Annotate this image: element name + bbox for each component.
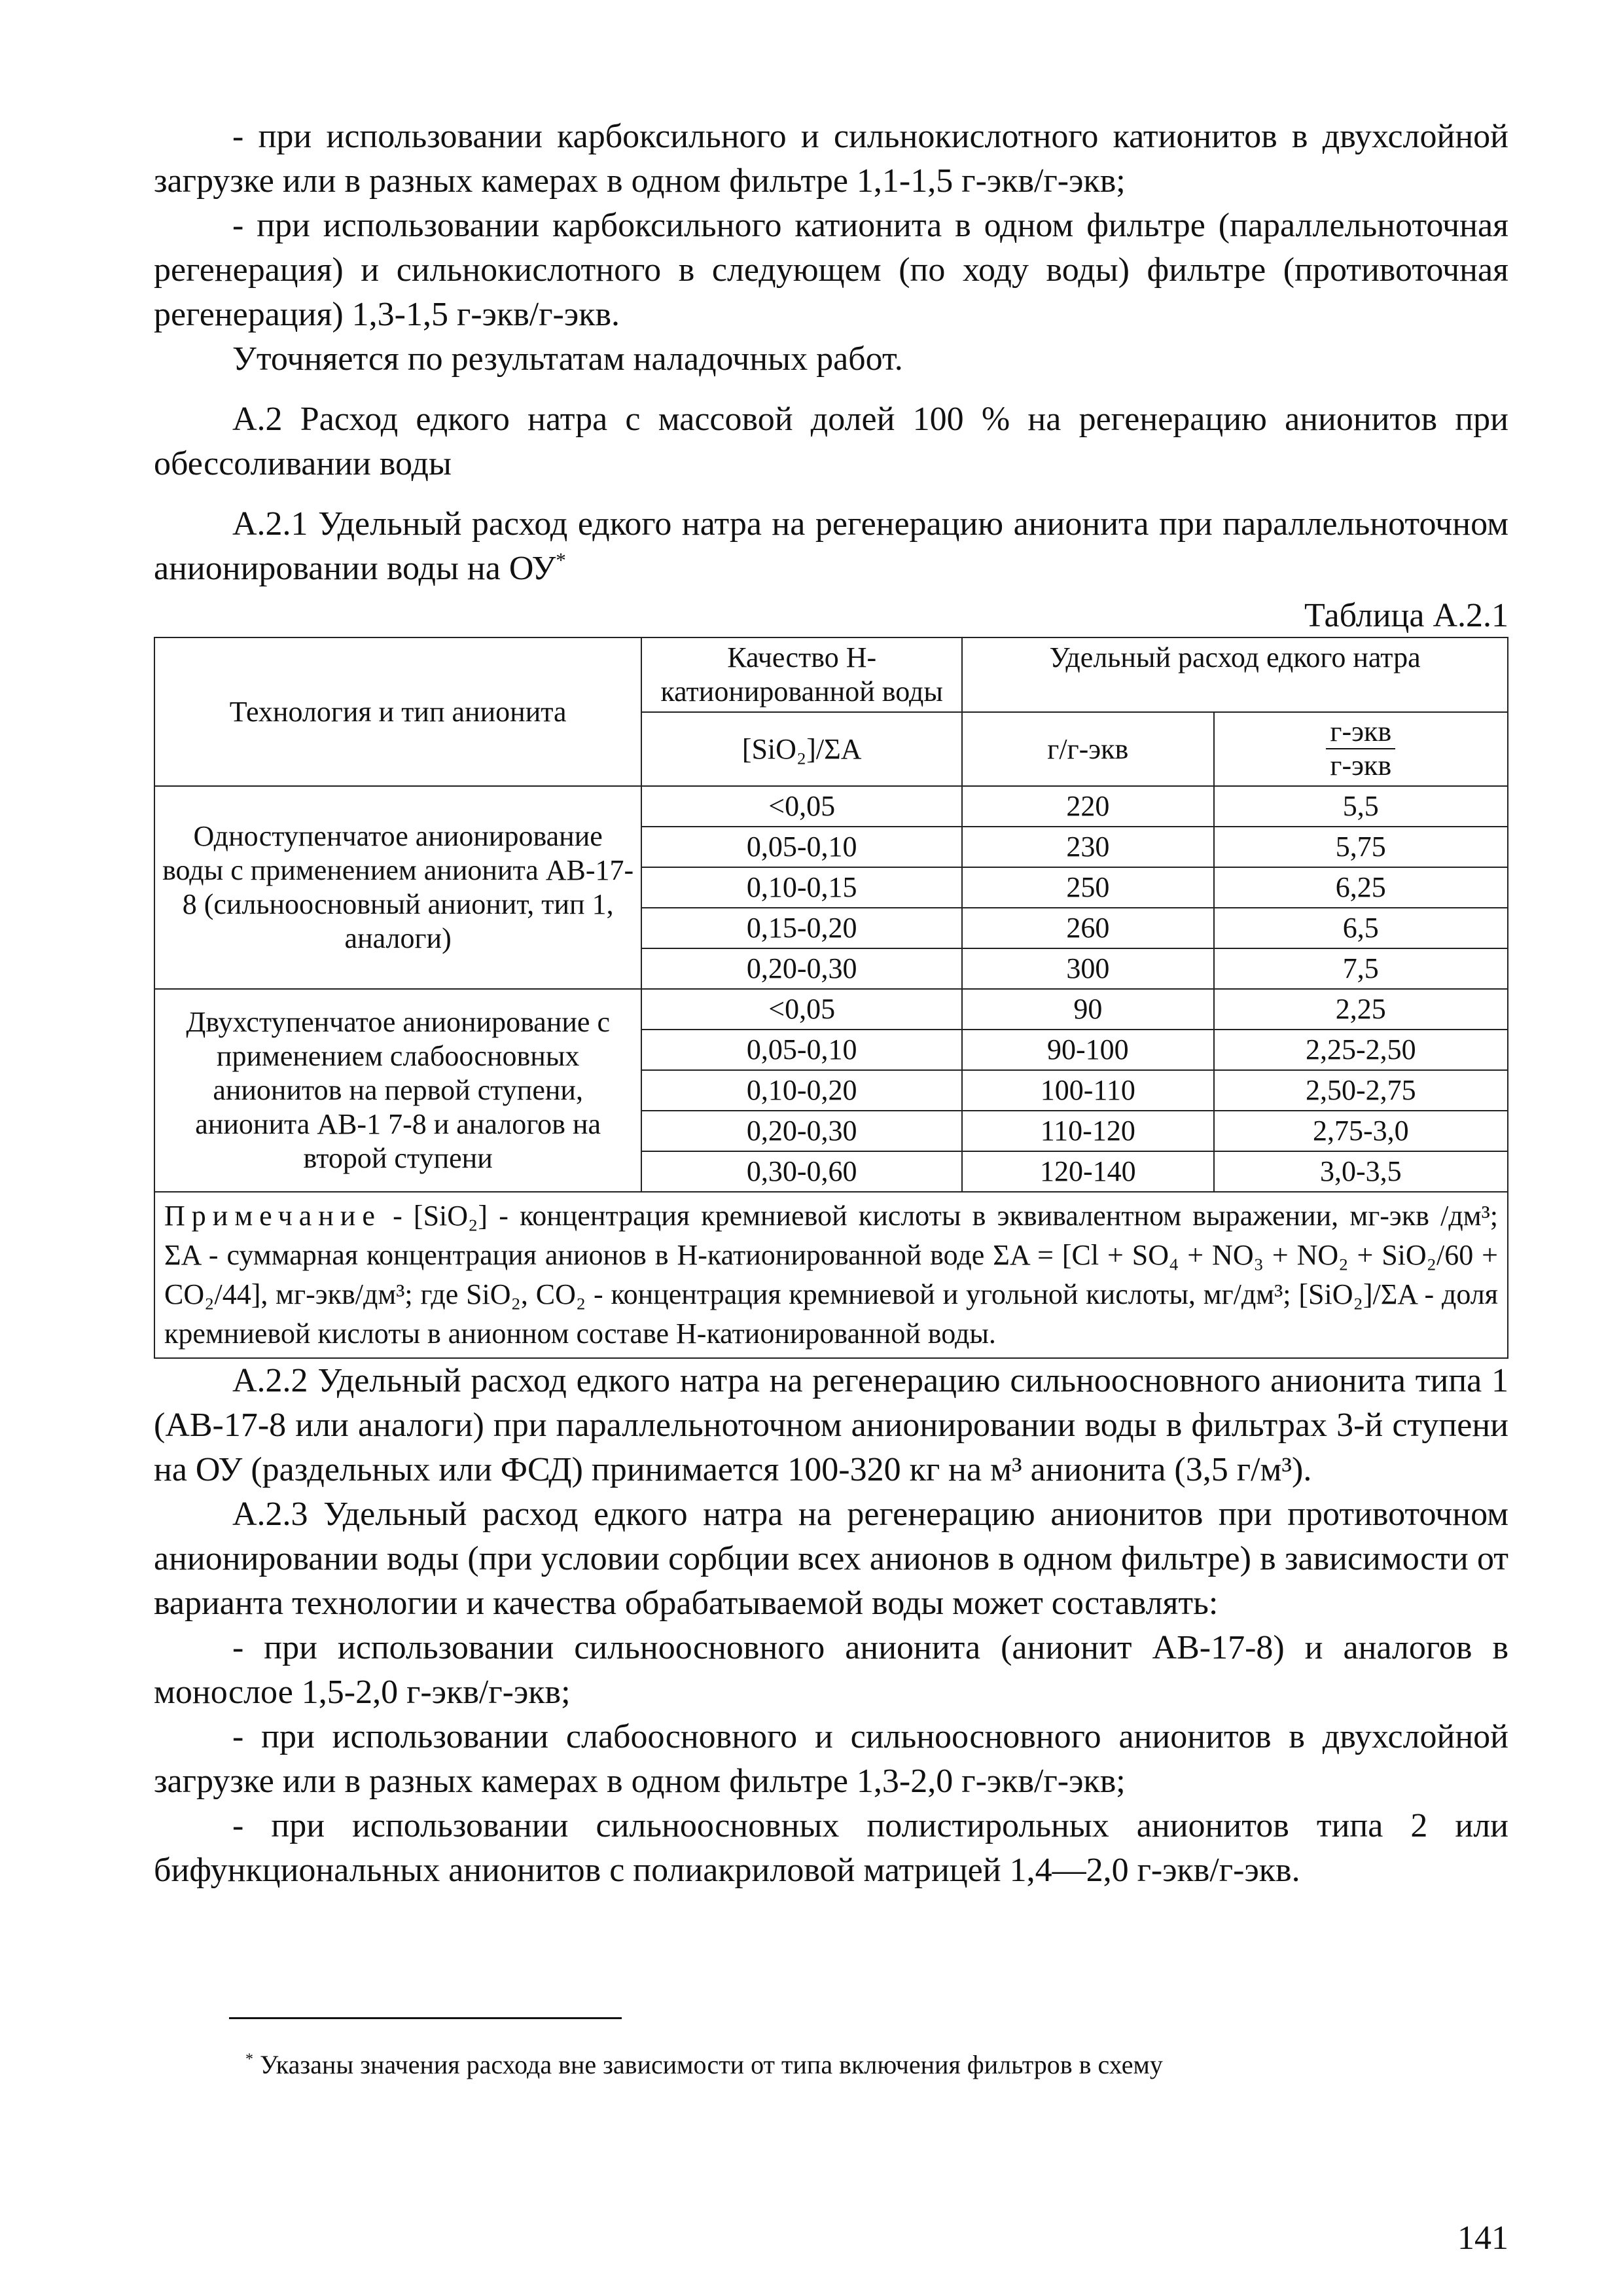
technology-cell: Двухступенчатое анионирование с применением слабоосновных анионитов на первой ступени, анионита АВ-1 7-8 и аналогов на второй ступени <box>154 989 641 1192</box>
table-header-row <box>154 637 1508 712</box>
document-page <box>154 115 1508 1893</box>
paragraph: - при использовании сильноосновных полистирольных анионитов типа 2 или бифункциональных анионитов с полиакриловой матрицей 1,4—2,0 г-экв/г-экв. <box>154 1807 1508 1889</box>
ratio-cell: 0,05-0,10 <box>641 827 962 867</box>
table-note <box>154 1192 1508 1358</box>
consumption-g-cell: 220 <box>962 786 1214 827</box>
table-caption: Таблица А.2.1 <box>1304 597 1508 634</box>
consumption-eq-cell: 6,5 <box>1214 908 1508 948</box>
footnote-marker: * <box>245 2051 253 2068</box>
paragraph: - при использовании слабоосновного и сильноосновного анионитов в двухслойной загрузке или в разных камерах в одном фильтре 1,3-2,0 г-экв/г-экв; <box>154 1718 1508 1800</box>
section-heading-a2-1 <box>154 502 1508 591</box>
consumption-eq-cell: 5,5 <box>1214 786 1508 827</box>
consumption-g-cell: 100-110 <box>962 1070 1214 1111</box>
paragraph: - при использовании карбоксильного катионита в одном фильтре (параллельноточная регенерация) и сильнокислотного в следующем (по ходу воды) фильтре (противоточная регенерация) 1,3-1,5 г-экв/г-экв. <box>154 207 1508 333</box>
header-technology: Технология и тип анионита <box>154 637 641 786</box>
footnote-text: Указаны значения расхода вне зависимости от типа включения фильтров в схему <box>260 2050 1163 2079</box>
footnote-marker: * <box>556 548 566 572</box>
fraction-numerator: г-экв <box>1326 715 1395 749</box>
ratio-cell: <0,05 <box>641 989 962 1030</box>
table-row <box>154 786 1508 827</box>
ratio-cell: 0,05-0,10 <box>641 1030 962 1070</box>
section-a2-3: А.2.3 Удельный расход едкого натра на регенерацию анионитов при противоточном анионировании воды (при условии сорбции всех анионов в одном фильтре) в зависимости от варианта технологии и качества обрабатываемой воды может составлять: <box>154 1496 1508 1622</box>
note-label: Примечание <box>164 1200 382 1232</box>
header-consumption: Удельный расход едкого натра <box>962 637 1508 712</box>
paragraph: - при использовании карбоксильного и сильнокислотного катионитов в двухслойной загрузке или в разных камерах в одном фильтре 1,1-1,5 г-экв/г-экв; <box>154 118 1508 200</box>
consumption-g-cell: 120-140 <box>962 1151 1214 1192</box>
footnote <box>245 2049 1163 2081</box>
consumption-eq-cell: 3,0-3,5 <box>1214 1151 1508 1192</box>
ratio-cell: <0,05 <box>641 786 962 827</box>
ratio-cell: 0,10-0,20 <box>641 1070 962 1111</box>
header-unit-fraction <box>1214 712 1508 786</box>
consumption-eq-cell: 2,50-2,75 <box>1214 1070 1508 1111</box>
consumption-g-cell: 250 <box>962 867 1214 908</box>
header-ratio: [SiO₂]/ΣA <box>641 712 962 786</box>
table-row <box>154 989 1508 1030</box>
consumption-eq-cell: 6,25 <box>1214 867 1508 908</box>
paragraph: - при использовании сильноосновного анионита (анионит АВ-17-8) и аналогов в монослое 1,5-2,0 г-экв/г-экв; <box>154 1629 1508 1711</box>
fraction-denominator: г-экв <box>1330 749 1392 781</box>
table-note-row <box>154 1192 1508 1358</box>
paragraph: Уточняется по результатам наладочных работ. <box>232 340 903 378</box>
section-heading-a2: А.2 Расход едкого натра с массовой долей 100 % на регенерацию анионитов при обессоливании воды <box>154 401 1508 482</box>
consumption-eq-cell: 2,75-3,0 <box>1214 1111 1508 1151</box>
consumption-g-cell: 300 <box>962 948 1214 989</box>
consumption-g-cell: 230 <box>962 827 1214 867</box>
note-text: - [SiO₂] - концентрация кремниевой кислоты в эквивалентном выражении, мг-экв /дм³; ΣA - суммарная концентрация анионов в Н-катионированной воде ΣA = [Cl + SO₄ + NO₃ + NO₂ + SiO₂/60 + CO₂/44], мг-экв/дм³; где SiO₂, CO₂ - концентрация кремниевой и угольной кислоты, мг/дм³; [SiO₂]/ΣA - доля кремниевой кислоты в анионном составе Н-катионированной воды. <box>164 1200 1498 1350</box>
paragraph-text: А.2.1 Удельный расход едкого натра на регенерацию анионита при параллельноточном анионировании воды на ОУ <box>154 505 1508 587</box>
consumption-eq-cell: 2,25-2,50 <box>1214 1030 1508 1070</box>
section-a2-2: А.2.2 Удельный расход едкого натра на регенерацию сильноосновного анионита типа 1 (АВ-17-8 или аналоги) при параллельноточном анионировании воды в фильтрах 3-й ступени на ОУ (раздельных или ФСД) принимается 100-320 кг на м³ анионита (3,5 г/м³). <box>154 1362 1508 1488</box>
ratio-cell: 0,20-0,30 <box>641 1111 962 1151</box>
consumption-g-cell: 90-100 <box>962 1030 1214 1070</box>
unit-fraction <box>1326 715 1395 782</box>
ratio-cell: 0,20-0,30 <box>641 948 962 989</box>
data-table <box>154 637 1508 1359</box>
consumption-eq-cell: 5,75 <box>1214 827 1508 867</box>
consumption-g-cell: 110-120 <box>962 1111 1214 1151</box>
header-quality: Качество Н-катионированной воды <box>641 637 962 712</box>
consumption-eq-cell: 2,25 <box>1214 989 1508 1030</box>
consumption-eq-cell: 7,5 <box>1214 948 1508 989</box>
header-unit-g-g-eq: г/г-экв <box>962 712 1214 786</box>
ratio-cell: 0,10-0,15 <box>641 867 962 908</box>
technology-cell: Одноступенчатое анионирование воды с применением анионита АВ-17-8 (сильноосновный анионит, тип 1, аналоги) <box>154 786 641 989</box>
consumption-g-cell: 260 <box>962 908 1214 948</box>
footnote-separator <box>229 2017 622 2019</box>
ratio-cell: 0,15-0,20 <box>641 908 962 948</box>
page-number: 141 <box>1457 2219 1508 2257</box>
consumption-g-cell: 90 <box>962 989 1214 1030</box>
table-body <box>154 786 1508 1192</box>
ratio-cell: 0,30-0,60 <box>641 1151 962 1192</box>
